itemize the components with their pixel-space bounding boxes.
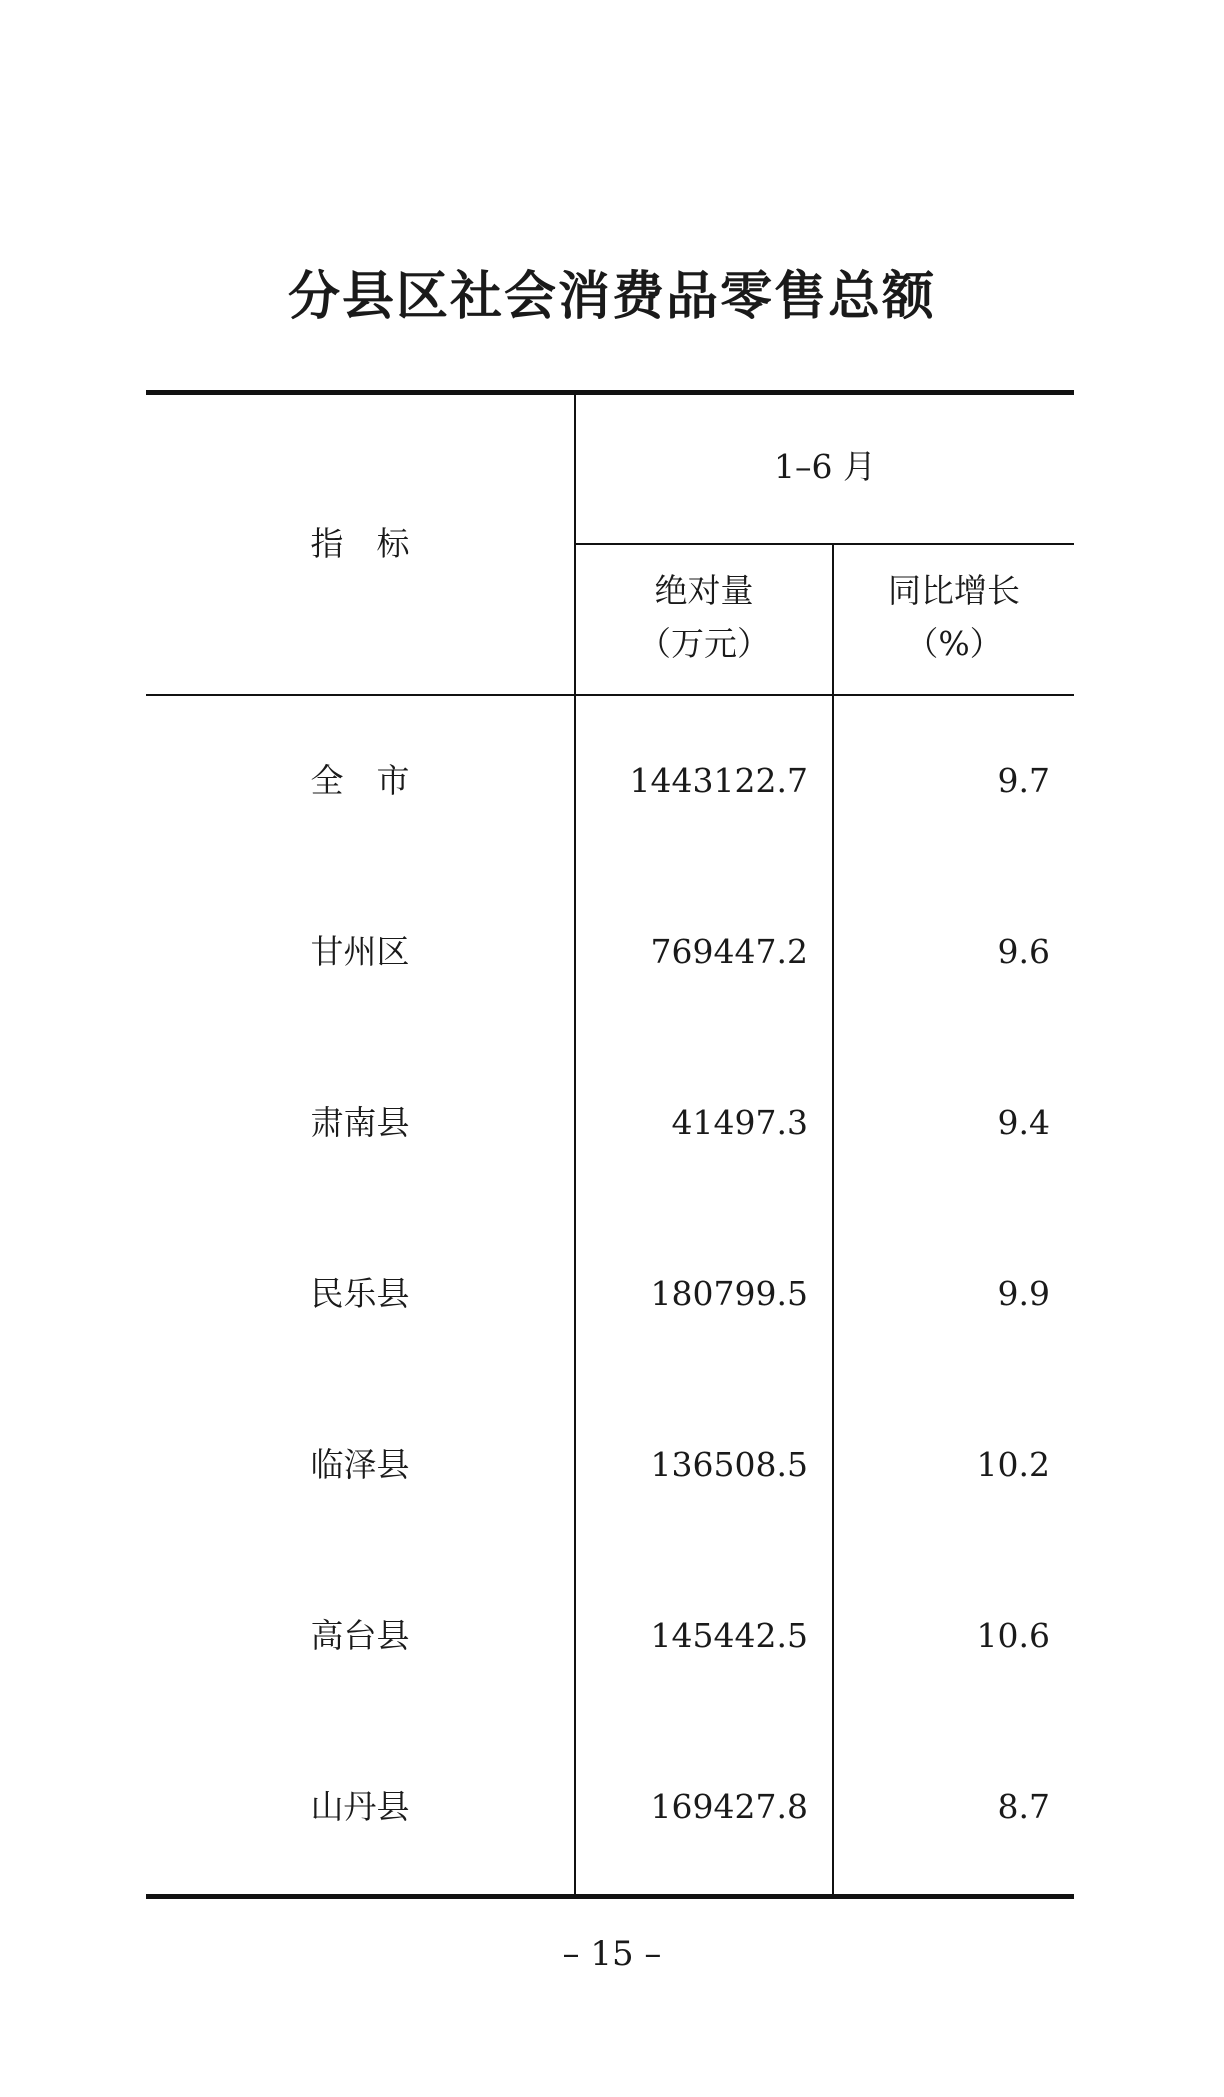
page-number: – 15 – — [562, 1934, 662, 1974]
column-divider-value — [832, 543, 834, 1896]
row-name: 肃南县 — [310, 1103, 410, 1142]
row-growth: 9.7 — [997, 761, 1050, 800]
row-name: 民乐县 — [310, 1274, 410, 1313]
retail-sales-table — [146, 390, 1074, 1900]
row-name: 山丹县 — [310, 1787, 410, 1826]
header-period: 1–6 月 — [774, 447, 876, 486]
row-growth: 10.2 — [976, 1445, 1050, 1484]
row-value: 180799.5 — [650, 1274, 808, 1313]
header-absolute-line1: 绝对量 — [654, 571, 754, 610]
row-name: 甘州区 — [310, 932, 410, 971]
page-title: 分县区社会消费品零售总额 — [287, 267, 936, 327]
header-absolute-line2: （万元） — [638, 624, 770, 663]
row-value: 769447.2 — [650, 932, 808, 971]
header-growth-line2: （%） — [905, 624, 1003, 663]
row-growth: 10.6 — [976, 1616, 1050, 1655]
header-growth-line1: 同比增长 — [888, 571, 1020, 610]
row-growth: 9.4 — [997, 1103, 1050, 1142]
row-value: 136508.5 — [650, 1445, 808, 1484]
row-name: 临泽县 — [310, 1445, 410, 1484]
table-top-rule — [146, 390, 1074, 395]
row-name: 高台县 — [310, 1616, 410, 1655]
row-value: 1443122.7 — [629, 761, 808, 800]
row-growth: 8.7 — [997, 1787, 1050, 1826]
period-divider-rule — [574, 543, 1074, 545]
row-value: 145442.5 — [650, 1616, 808, 1655]
header-indicator: 指 标 — [310, 524, 410, 563]
row-value: 41497.3 — [671, 1103, 808, 1142]
row-value: 169427.8 — [650, 1787, 808, 1826]
row-growth: 9.6 — [997, 932, 1050, 971]
row-growth: 9.9 — [997, 1274, 1050, 1313]
table-bottom-rule — [146, 1894, 1074, 1899]
header-bottom-rule — [146, 694, 1074, 696]
row-name: 全 市 — [310, 761, 410, 800]
